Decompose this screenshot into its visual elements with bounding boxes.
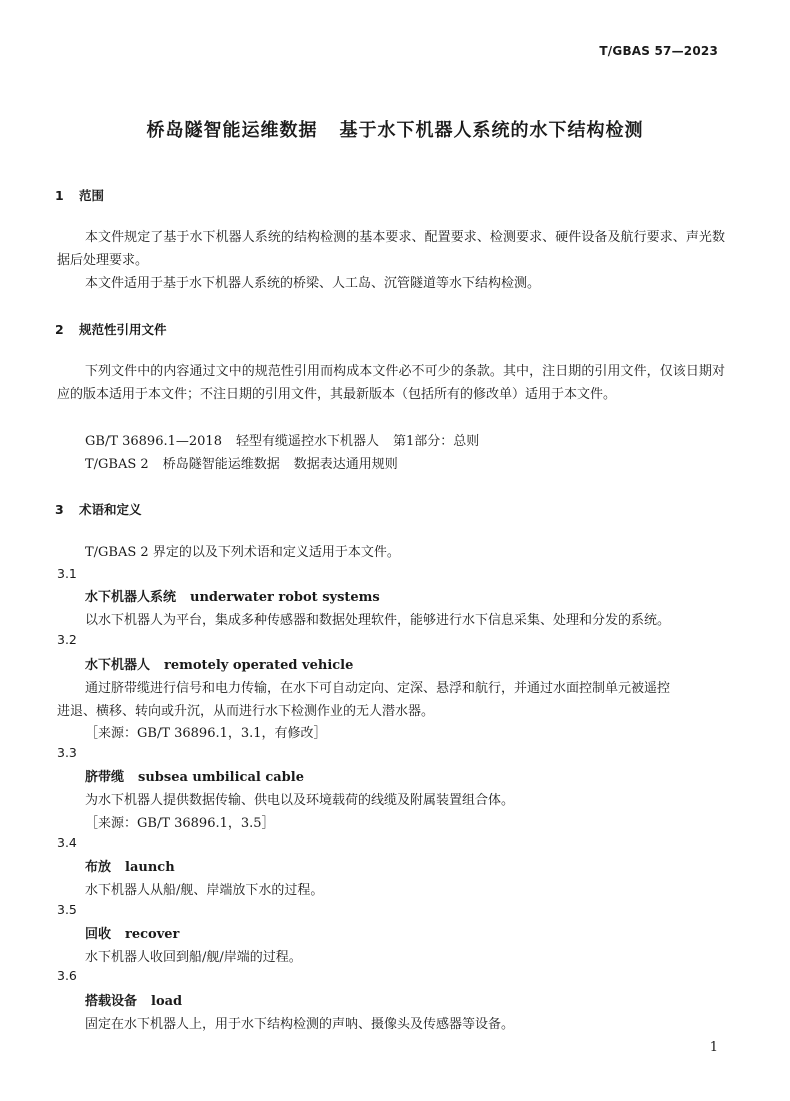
term-heading: 水下机器人 remotely operated vehicle (85, 658, 354, 673)
section-1-heading: 1 范围 (55, 188, 105, 203)
term-source: ［来源：GB/T 36896.1，3.5］ (85, 816, 275, 831)
title-part-1: 桥岛隧智能运维数据 (146, 120, 318, 141)
term-heading: 布放 launch (85, 860, 175, 875)
term-number: 3.1 (57, 566, 77, 581)
term-definition: 进退、横移、转向或升沉，从而进行水下检测作业的无人潜水器。 (57, 704, 435, 719)
page-number: 1 (709, 1040, 718, 1055)
term-definition: 固定在水下机器人上，用于水下结构检测的声呐、摄像头及传感器等设备。 (85, 1017, 515, 1032)
term-source: ［来源：GB/T 36896.1，3.1，有修改］ (85, 726, 327, 741)
term-definition: 通过脐带缆进行信号和电力传输，在水下可自动定向、定深、悬浮和航行，并通过水面控制单元被遥控 (85, 681, 671, 696)
title-part-2: 基于水下机器人系统的水下结构检测 (339, 120, 644, 141)
section-1-paragraph-2: 本文件适用于基于水下机器人系统的桥梁、人工岛、沉管隧道等水下结构检测。 (85, 276, 541, 291)
section-3-heading: 3 术语和定义 (55, 502, 142, 517)
document-title (0, 116, 790, 142)
term-definition: 为水下机器人提供数据传输、供电以及环境载荷的线缆及附属装置组合体。 (85, 793, 515, 808)
term-heading: 脐带缆 subsea umbilical cable (85, 770, 304, 785)
term-number: 3.2 (57, 632, 77, 647)
term-definition: 水下机器人收回到船/舰/岸端的过程。 (85, 950, 302, 965)
section-2-heading: 2 规范性引用文件 (55, 322, 167, 337)
term-number: 3.5 (57, 902, 77, 917)
term-number: 3.4 (57, 835, 77, 850)
reference-1: GB/T 36896.1—2018 轻型有缆遥控水下机器人 第1部分：总则 (85, 434, 480, 449)
section-1-paragraph-1: 本文件规定了基于水下机器人系统的结构检测的基本要求、配置要求、检测要求、硬件设备及航行要求、声光数据后处理要求。 (57, 230, 725, 268)
term-heading: 搭载设备 load (85, 994, 183, 1009)
section-3-intro: T/GBAS 2 界定的以及下列术语和定义适用于本文件。 (85, 545, 400, 560)
term-number: 3.3 (57, 745, 77, 760)
term-heading: 回收 recover (85, 927, 180, 942)
term-number: 3.6 (57, 968, 77, 983)
section-2-paragraph-1: 下列文件中的内容通过文中的规范性引用而构成本文件必不可少的条款。其中，注日期的引用文件，仅该日期对应的版本适用于本文件；不注日期的引用文件，其最新版本（包括所有的修改单）适用于本文件。 (57, 364, 725, 402)
standard-code: T/GBAS 57—2023 (599, 44, 718, 58)
term-definition: 以水下机器人为平台，集成多种传感器和数据处理软件，能够进行水下信息采集、处理和分发的系统。 (85, 613, 671, 628)
term-definition: 水下机器人从船/舰、岸端放下水的过程。 (85, 883, 324, 898)
term-heading: 水下机器人系统 underwater robot systems (85, 590, 380, 605)
reference-2: T/GBAS 2 桥岛隧智能运维数据 数据表达通用规则 (85, 457, 398, 472)
